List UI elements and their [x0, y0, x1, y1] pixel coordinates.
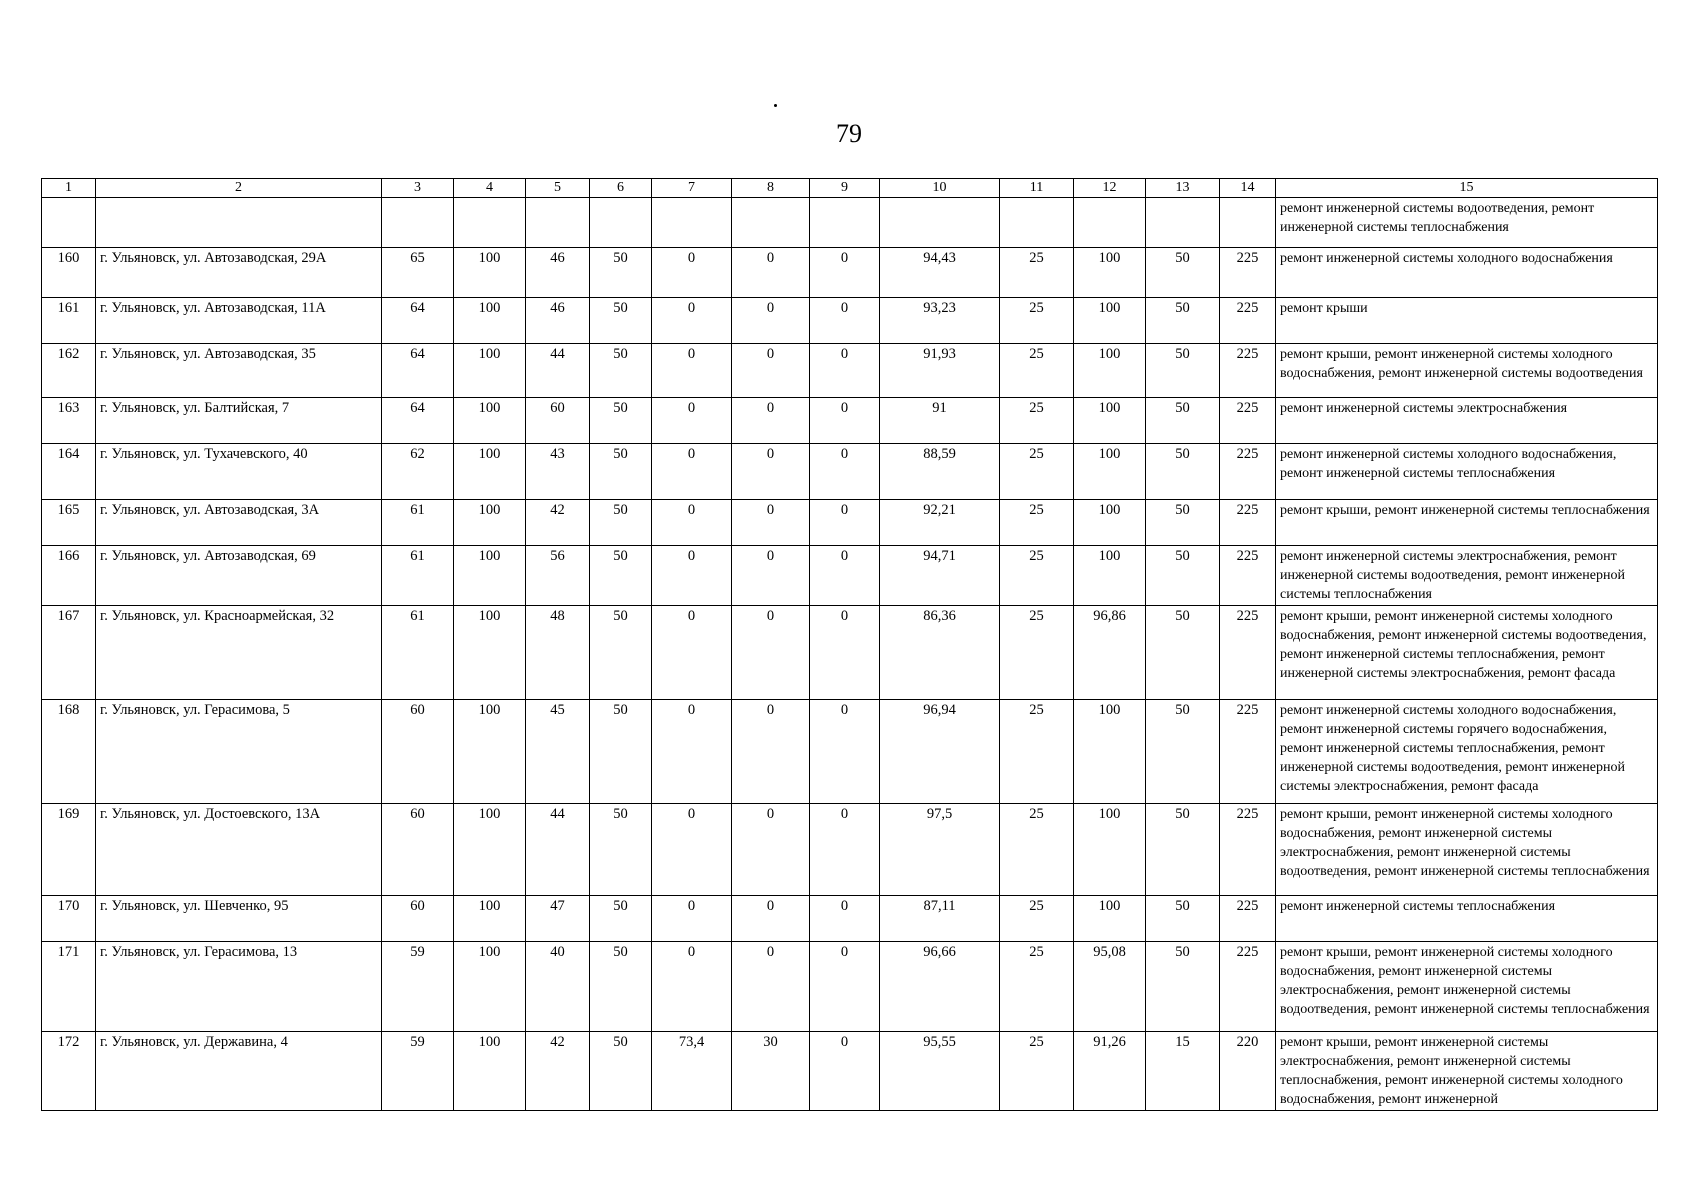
- value-cell-col-3: 65: [382, 248, 454, 298]
- value-cell-col-3: 64: [382, 344, 454, 398]
- value-cell-col-12: 100: [1074, 896, 1146, 942]
- table-row: [42, 444, 1658, 500]
- column-header: 4: [454, 179, 526, 198]
- column-header: 3: [382, 179, 454, 198]
- value-cell-col-5: 60: [526, 398, 590, 444]
- value-cell-col-8: 0: [732, 398, 810, 444]
- table-row: [42, 248, 1658, 298]
- value-cell-col-10: 87,11: [880, 896, 1000, 942]
- value-cell-col-6: 50: [590, 546, 652, 606]
- value-cell-col-8: 0: [732, 804, 810, 896]
- value-cell-col-8: 0: [732, 500, 810, 546]
- value-cell-col-14: 225: [1220, 700, 1276, 804]
- works-cell: ремонт крыши, ремонт инженерной системы холодного водоснабжения, ремонт инженерной системы водоотведения: [1276, 344, 1658, 398]
- table-row: [42, 198, 1658, 248]
- address-cell: г. Ульяновск, ул. Герасимова, 13: [96, 942, 382, 1032]
- value-cell-col-10: 94,43: [880, 248, 1000, 298]
- value-cell-col-5: 46: [526, 248, 590, 298]
- row-number-cell: 171: [42, 942, 96, 1032]
- column-header: 14: [1220, 179, 1276, 198]
- value-cell-col-4: 100: [454, 896, 526, 942]
- value-cell-col-10: [880, 198, 1000, 248]
- works-cell: ремонт крыши, ремонт инженерной системы холодного водоснабжения, ремонт инженерной системы электроснабжения, ремонт инженерной системы водоотведения, ремонт инженерной системы теплоснабжения: [1276, 942, 1658, 1032]
- value-cell-col-5: [526, 198, 590, 248]
- works-cell: ремонт крыши, ремонт инженерной системы холодного водоснабжения, ремонт инженерной системы электроснабжения, ремонт инженерной системы водоотведения, ремонт инженерной системы теплоснабжения: [1276, 804, 1658, 896]
- column-header: 9: [810, 179, 880, 198]
- column-header: 2: [96, 179, 382, 198]
- value-cell-col-13: 50: [1146, 344, 1220, 398]
- value-cell-col-6: 50: [590, 398, 652, 444]
- value-cell-col-8: 0: [732, 942, 810, 1032]
- value-cell-col-14: 225: [1220, 500, 1276, 546]
- value-cell-col-6: 50: [590, 942, 652, 1032]
- value-cell-col-9: 0: [810, 298, 880, 344]
- column-header: 1: [42, 179, 96, 198]
- row-number-cell: 166: [42, 546, 96, 606]
- address-cell: г. Ульяновск, ул. Автозаводская, 3А: [96, 500, 382, 546]
- column-header: 15: [1276, 179, 1658, 198]
- value-cell-col-5: 48: [526, 606, 590, 700]
- value-cell-col-10: 92,21: [880, 500, 1000, 546]
- value-cell-col-7: 0: [652, 804, 732, 896]
- value-cell-col-13: 50: [1146, 896, 1220, 942]
- value-cell-col-12: 100: [1074, 248, 1146, 298]
- value-cell-col-8: 0: [732, 444, 810, 500]
- value-cell-col-10: 91,93: [880, 344, 1000, 398]
- value-cell-col-3: 62: [382, 444, 454, 500]
- value-cell-col-6: 50: [590, 804, 652, 896]
- row-number-cell: 160: [42, 248, 96, 298]
- value-cell-col-14: 225: [1220, 942, 1276, 1032]
- works-cell: ремонт крыши, ремонт инженерной системы теплоснабжения: [1276, 500, 1658, 546]
- address-cell: г. Ульяновск, ул. Автозаводская, 29А: [96, 248, 382, 298]
- works-cell: ремонт инженерной системы холодного водоснабжения: [1276, 248, 1658, 298]
- value-cell-col-12: 100: [1074, 500, 1146, 546]
- table-row: [42, 1032, 1658, 1111]
- value-cell-col-12: 91,26: [1074, 1032, 1146, 1111]
- works-cell: ремонт инженерной системы электроснабжения, ремонт инженерной системы водоотведения, ремонт инженерной системы теплоснабжения: [1276, 546, 1658, 606]
- value-cell-col-9: 0: [810, 500, 880, 546]
- value-cell-col-14: [1220, 198, 1276, 248]
- value-cell-col-14: 225: [1220, 398, 1276, 444]
- value-cell-col-3: 60: [382, 896, 454, 942]
- column-header: 7: [652, 179, 732, 198]
- works-cell: ремонт крыши, ремонт инженерной системы электроснабжения, ремонт инженерной системы теплоснабжения, ремонт инженерной системы холодного водоснабжения, ремонт инженерной: [1276, 1032, 1658, 1111]
- value-cell-col-5: 46: [526, 298, 590, 344]
- value-cell-col-13: 50: [1146, 606, 1220, 700]
- value-cell-col-14: 225: [1220, 546, 1276, 606]
- value-cell-col-12: 100: [1074, 444, 1146, 500]
- value-cell-col-12: [1074, 198, 1146, 248]
- value-cell-col-14: 220: [1220, 1032, 1276, 1111]
- value-cell-col-8: 0: [732, 606, 810, 700]
- value-cell-col-8: [732, 198, 810, 248]
- value-cell-col-7: [652, 198, 732, 248]
- value-cell-col-13: 50: [1146, 942, 1220, 1032]
- works-cell: ремонт крыши: [1276, 298, 1658, 344]
- column-header: 13: [1146, 179, 1220, 198]
- table-row: [42, 700, 1658, 804]
- value-cell-col-6: 50: [590, 444, 652, 500]
- value-cell-col-10: 95,55: [880, 1032, 1000, 1111]
- row-number-cell: 169: [42, 804, 96, 896]
- value-cell-col-13: 50: [1146, 298, 1220, 344]
- table-row: [42, 606, 1658, 700]
- value-cell-col-4: 100: [454, 546, 526, 606]
- value-cell-col-11: 25: [1000, 344, 1074, 398]
- value-cell-col-10: 96,94: [880, 700, 1000, 804]
- address-cell: г. Ульяновск, ул. Тухачевского, 40: [96, 444, 382, 500]
- value-cell-col-9: 0: [810, 546, 880, 606]
- value-cell-col-14: 225: [1220, 344, 1276, 398]
- value-cell-col-4: [454, 198, 526, 248]
- value-cell-col-12: 100: [1074, 804, 1146, 896]
- value-cell-col-11: 25: [1000, 942, 1074, 1032]
- value-cell-col-6: 50: [590, 500, 652, 546]
- value-cell-col-8: 0: [732, 700, 810, 804]
- value-cell-col-6: 50: [590, 700, 652, 804]
- value-cell-col-3: 60: [382, 700, 454, 804]
- value-cell-col-4: 100: [454, 1032, 526, 1111]
- value-cell-col-3: [382, 198, 454, 248]
- value-cell-col-11: 25: [1000, 248, 1074, 298]
- column-header: 10: [880, 179, 1000, 198]
- value-cell-col-11: [1000, 198, 1074, 248]
- value-cell-col-13: 50: [1146, 700, 1220, 804]
- table-row: [42, 942, 1658, 1032]
- value-cell-col-4: 100: [454, 298, 526, 344]
- value-cell-col-13: 50: [1146, 546, 1220, 606]
- value-cell-col-13: [1146, 198, 1220, 248]
- value-cell-col-12: 100: [1074, 344, 1146, 398]
- value-cell-col-12: 96,86: [1074, 606, 1146, 700]
- value-cell-col-12: 100: [1074, 546, 1146, 606]
- value-cell-col-9: 0: [810, 700, 880, 804]
- value-cell-col-9: 0: [810, 1032, 880, 1111]
- value-cell-col-14: 225: [1220, 804, 1276, 896]
- value-cell-col-6: 50: [590, 896, 652, 942]
- value-cell-col-14: 225: [1220, 298, 1276, 344]
- works-cell: ремонт инженерной системы теплоснабжения: [1276, 896, 1658, 942]
- value-cell-col-7: 0: [652, 248, 732, 298]
- value-cell-col-5: 56: [526, 546, 590, 606]
- value-cell-col-4: 100: [454, 500, 526, 546]
- works-cell: ремонт инженерной системы электроснабжения: [1276, 398, 1658, 444]
- works-cell: ремонт инженерной системы холодного водоснабжения, ремонт инженерной системы горячего водоснабжения, ремонт инженерной системы теплоснабжения, ремонт инженерной системы водоотведения, ремонт инженерной системы электроснабжения, ремонт фасада: [1276, 700, 1658, 804]
- value-cell-col-4: 100: [454, 444, 526, 500]
- row-number-cell: 167: [42, 606, 96, 700]
- value-cell-col-14: 225: [1220, 444, 1276, 500]
- value-cell-col-7: 0: [652, 444, 732, 500]
- value-cell-col-11: 25: [1000, 896, 1074, 942]
- row-number-cell: 162: [42, 344, 96, 398]
- value-cell-col-5: 47: [526, 896, 590, 942]
- row-number-cell: 164: [42, 444, 96, 500]
- value-cell-col-10: 91: [880, 398, 1000, 444]
- row-number-cell: 163: [42, 398, 96, 444]
- value-cell-col-10: 94,71: [880, 546, 1000, 606]
- value-cell-col-5: 40: [526, 942, 590, 1032]
- scan-artifact-dot: [774, 104, 777, 107]
- value-cell-col-6: 50: [590, 298, 652, 344]
- value-cell-col-12: 100: [1074, 700, 1146, 804]
- column-header: 12: [1074, 179, 1146, 198]
- value-cell-col-7: 0: [652, 398, 732, 444]
- page-number: 79: [836, 119, 862, 148]
- value-cell-col-9: 0: [810, 398, 880, 444]
- value-cell-col-5: 42: [526, 1032, 590, 1111]
- value-cell-col-13: 50: [1146, 804, 1220, 896]
- column-number-header-row: [42, 179, 1658, 198]
- address-cell: г. Ульяновск, ул. Достоевского, 13А: [96, 804, 382, 896]
- address-cell: г. Ульяновск, ул. Автозаводская, 35: [96, 344, 382, 398]
- value-cell-col-7: 0: [652, 298, 732, 344]
- value-cell-col-7: 73,4: [652, 1032, 732, 1111]
- value-cell-col-14: 225: [1220, 248, 1276, 298]
- value-cell-col-8: 0: [732, 298, 810, 344]
- value-cell-col-11: 25: [1000, 804, 1074, 896]
- value-cell-col-10: 97,5: [880, 804, 1000, 896]
- row-number-cell: 165: [42, 500, 96, 546]
- value-cell-col-11: 25: [1000, 1032, 1074, 1111]
- value-cell-col-7: 0: [652, 606, 732, 700]
- value-cell-col-8: 30: [732, 1032, 810, 1111]
- table-row: [42, 804, 1658, 896]
- works-cell: ремонт крыши, ремонт инженерной системы холодного водоснабжения, ремонт инженерной системы водоотведения, ремонт инженерной системы теплоснабжения, ремонт инженерной системы электроснабжения, ремонт фасада: [1276, 606, 1658, 700]
- value-cell-col-10: 88,59: [880, 444, 1000, 500]
- value-cell-col-6: 50: [590, 344, 652, 398]
- value-cell-col-3: 59: [382, 1032, 454, 1111]
- row-number-cell: 170: [42, 896, 96, 942]
- value-cell-col-12: 95,08: [1074, 942, 1146, 1032]
- value-cell-col-9: 0: [810, 896, 880, 942]
- table-row: [42, 896, 1658, 942]
- value-cell-col-4: 100: [454, 700, 526, 804]
- value-cell-col-9: 0: [810, 804, 880, 896]
- table-row: [42, 344, 1658, 398]
- works-cell: ремонт инженерной системы водоотведения, ремонт инженерной системы теплоснабжения: [1276, 198, 1658, 248]
- value-cell-col-6: 50: [590, 1032, 652, 1111]
- value-cell-col-8: 0: [732, 896, 810, 942]
- value-cell-col-7: 0: [652, 896, 732, 942]
- value-cell-col-8: 0: [732, 546, 810, 606]
- value-cell-col-6: 50: [590, 606, 652, 700]
- value-cell-col-4: 100: [454, 248, 526, 298]
- value-cell-col-3: 64: [382, 398, 454, 444]
- value-cell-col-3: 61: [382, 546, 454, 606]
- column-header: 8: [732, 179, 810, 198]
- value-cell-col-12: 100: [1074, 298, 1146, 344]
- value-cell-col-8: 0: [732, 248, 810, 298]
- repair-register-table: [41, 178, 1658, 1111]
- value-cell-col-7: 0: [652, 700, 732, 804]
- row-number-cell: 161: [42, 298, 96, 344]
- value-cell-col-9: 0: [810, 606, 880, 700]
- value-cell-col-9: 0: [810, 942, 880, 1032]
- value-cell-col-10: 86,36: [880, 606, 1000, 700]
- value-cell-col-11: 25: [1000, 398, 1074, 444]
- value-cell-col-3: 64: [382, 298, 454, 344]
- value-cell-col-6: 50: [590, 248, 652, 298]
- value-cell-col-5: 42: [526, 500, 590, 546]
- value-cell-col-3: 61: [382, 500, 454, 546]
- address-cell: г. Ульяновск, ул. Герасимова, 5: [96, 700, 382, 804]
- value-cell-col-11: 25: [1000, 606, 1074, 700]
- value-cell-col-9: [810, 198, 880, 248]
- value-cell-col-11: 25: [1000, 546, 1074, 606]
- value-cell-col-4: 100: [454, 942, 526, 1032]
- value-cell-col-5: 45: [526, 700, 590, 804]
- address-cell: г. Ульяновск, ул. Автозаводская, 69: [96, 546, 382, 606]
- value-cell-col-9: 0: [810, 344, 880, 398]
- value-cell-col-11: 25: [1000, 500, 1074, 546]
- value-cell-col-7: 0: [652, 546, 732, 606]
- value-cell-col-4: 100: [454, 344, 526, 398]
- register-body: [42, 198, 1658, 1111]
- address-cell: г. Ульяновск, ул. Балтийская, 7: [96, 398, 382, 444]
- address-cell: г. Ульяновск, ул. Автозаводская, 11А: [96, 298, 382, 344]
- value-cell-col-9: 0: [810, 248, 880, 298]
- row-number-cell: [42, 198, 96, 248]
- value-cell-col-13: 15: [1146, 1032, 1220, 1111]
- value-cell-col-4: 100: [454, 804, 526, 896]
- value-cell-col-5: 44: [526, 804, 590, 896]
- value-cell-col-13: 50: [1146, 500, 1220, 546]
- value-cell-col-8: 0: [732, 344, 810, 398]
- value-cell-col-11: 25: [1000, 444, 1074, 500]
- value-cell-col-13: 50: [1146, 398, 1220, 444]
- column-header: 5: [526, 179, 590, 198]
- value-cell-col-14: 225: [1220, 606, 1276, 700]
- value-cell-col-10: 96,66: [880, 942, 1000, 1032]
- value-cell-col-13: 50: [1146, 444, 1220, 500]
- value-cell-col-11: 25: [1000, 298, 1074, 344]
- value-cell-col-7: 0: [652, 344, 732, 398]
- address-cell: г. Ульяновск, ул. Красноармейская, 32: [96, 606, 382, 700]
- value-cell-col-14: 225: [1220, 896, 1276, 942]
- table-row: [42, 398, 1658, 444]
- value-cell-col-7: 0: [652, 500, 732, 546]
- column-header: 6: [590, 179, 652, 198]
- value-cell-col-5: 43: [526, 444, 590, 500]
- value-cell-col-13: 50: [1146, 248, 1220, 298]
- works-cell: ремонт инженерной системы холодного водоснабжения, ремонт инженерной системы теплоснабжения: [1276, 444, 1658, 500]
- value-cell-col-4: 100: [454, 606, 526, 700]
- value-cell-col-4: 100: [454, 398, 526, 444]
- row-number-cell: 172: [42, 1032, 96, 1111]
- value-cell-col-7: 0: [652, 942, 732, 1032]
- table-row: [42, 500, 1658, 546]
- address-cell: [96, 198, 382, 248]
- address-cell: г. Ульяновск, ул. Державина, 4: [96, 1032, 382, 1111]
- value-cell-col-5: 44: [526, 344, 590, 398]
- value-cell-col-9: 0: [810, 444, 880, 500]
- value-cell-col-3: 61: [382, 606, 454, 700]
- value-cell-col-3: 60: [382, 804, 454, 896]
- value-cell-col-12: 100: [1074, 398, 1146, 444]
- table-row: [42, 546, 1658, 606]
- table-row: [42, 298, 1658, 344]
- value-cell-col-10: 93,23: [880, 298, 1000, 344]
- row-number-cell: 168: [42, 700, 96, 804]
- value-cell-col-6: [590, 198, 652, 248]
- address-cell: г. Ульяновск, ул. Шевченко, 95: [96, 896, 382, 942]
- column-header: 11: [1000, 179, 1074, 198]
- value-cell-col-11: 25: [1000, 700, 1074, 804]
- value-cell-col-3: 59: [382, 942, 454, 1032]
